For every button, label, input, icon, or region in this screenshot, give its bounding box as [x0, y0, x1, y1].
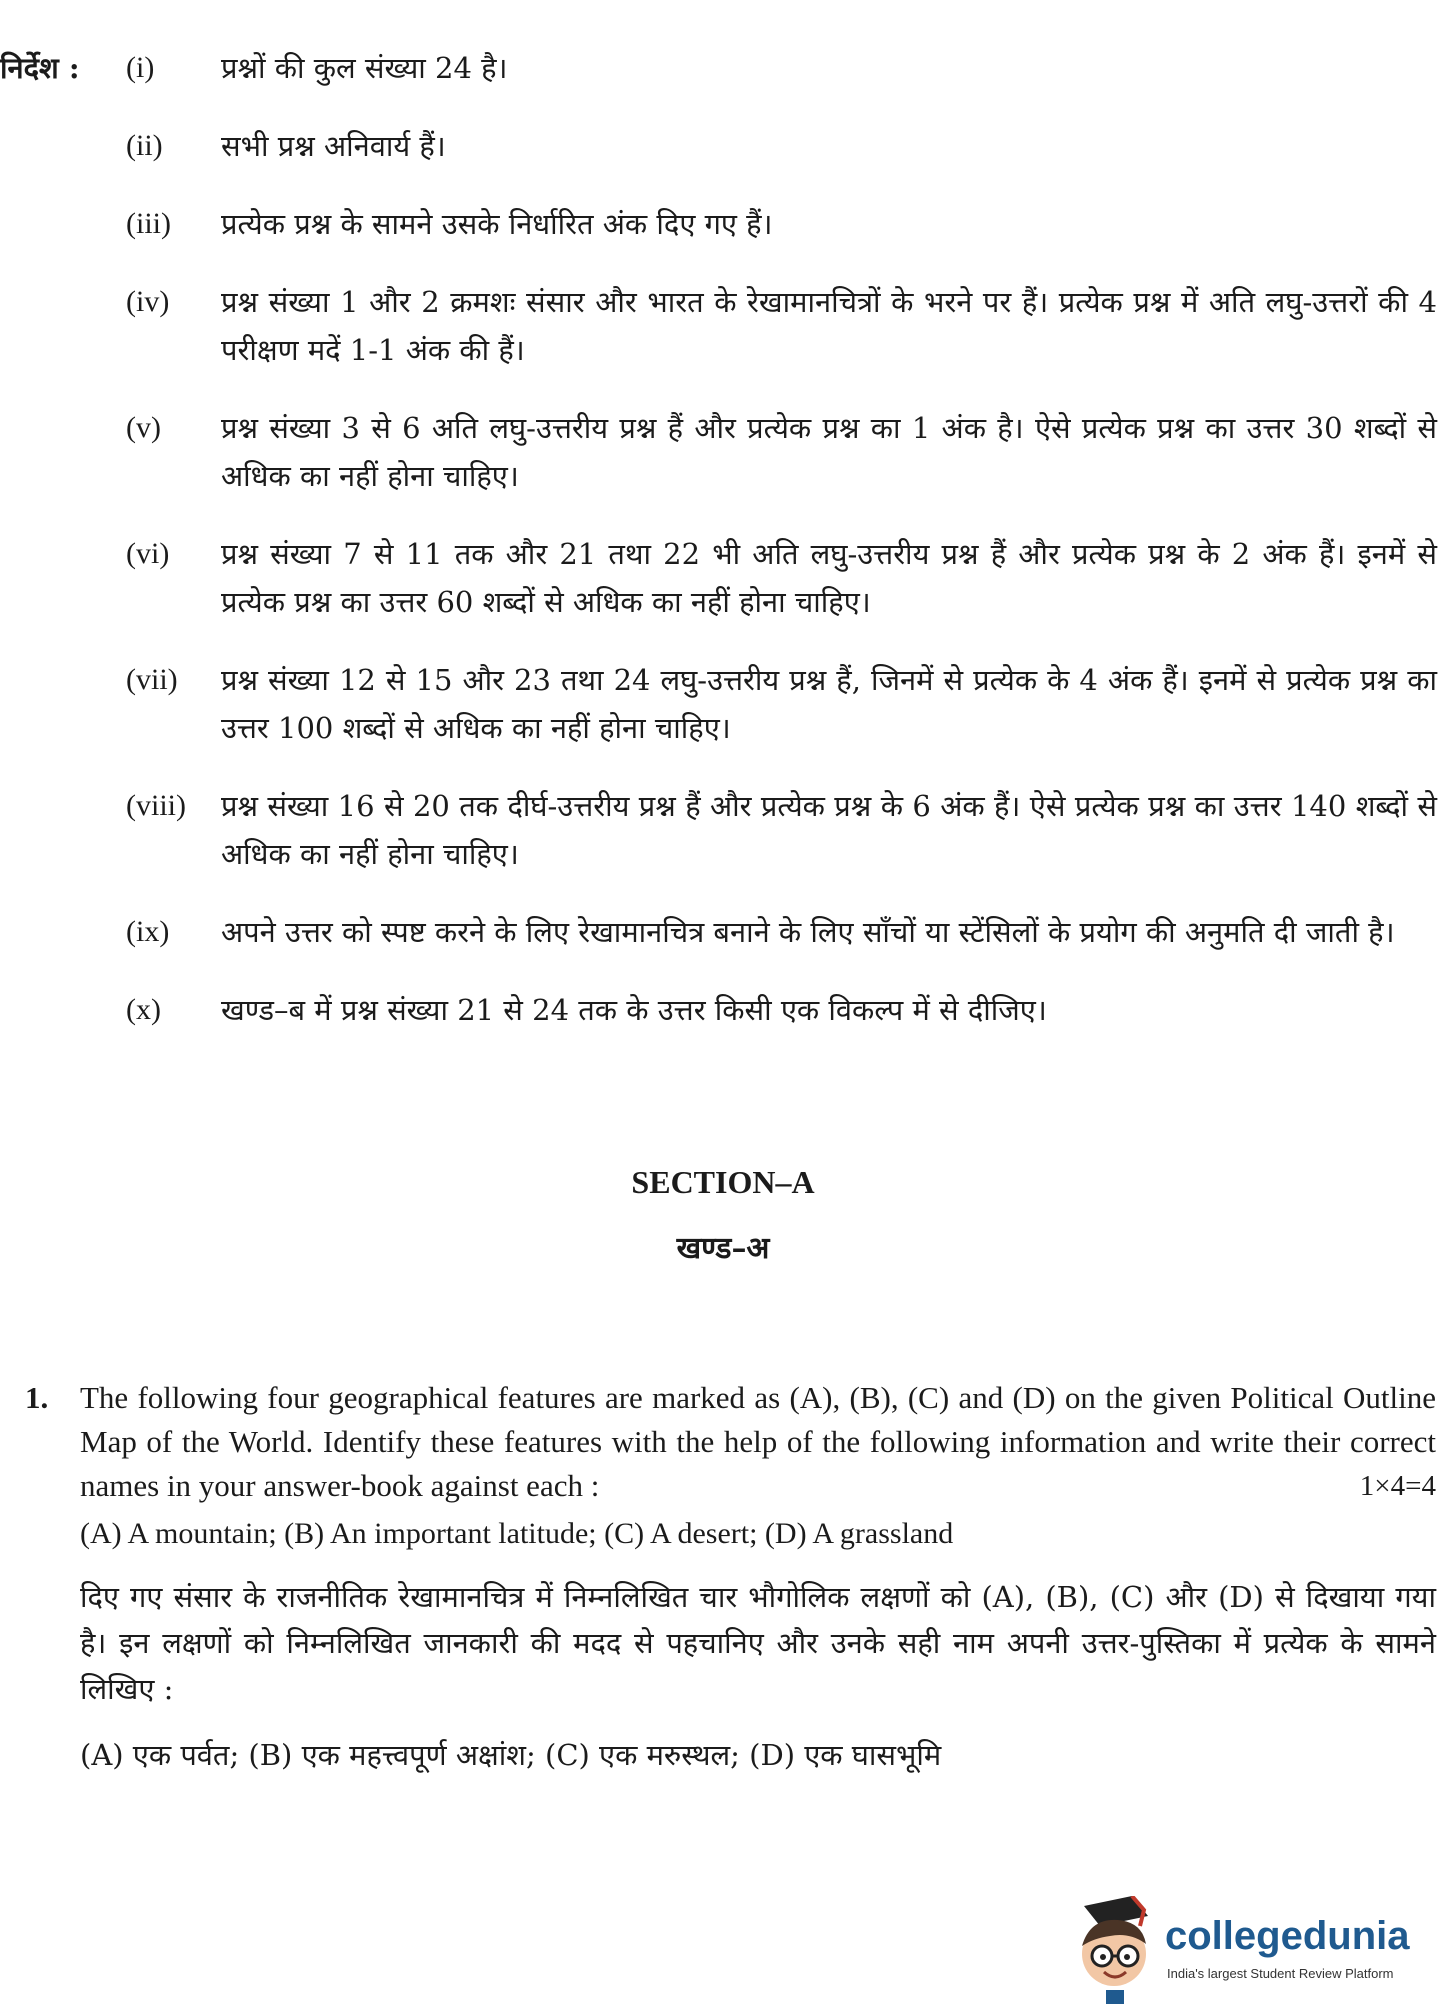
question-text-en [80, 1376, 1436, 1508]
instruction-text: प्रश्न संख्या 16 से 20 तक दीर्घ-उत्तरीय प्रश्न हैं और प्रत्येक प्रश्न के 6 अंक हैं। ऐसे प्रत्येक प्रश्न का उत्तर 140 शब्दों से अधिक का नहीं होना चाहिए। [221, 789, 1437, 871]
instruction-item [0, 44, 1446, 92]
instruction-number: (v) [126, 411, 161, 444]
instruction-text: प्रश्न संख्या 3 से 6 अति लघु-उत्तरीय प्रश्न हैं और प्रत्येक प्रश्न का 1 अंक है। ऐसे प्रत्येक प्रश्न का उत्तर 30 शब्दों से अधिक का नहीं होना चाहिए। [221, 411, 1437, 493]
instruction-item [0, 782, 1446, 878]
instruction-item [0, 908, 1446, 956]
question-number: 1. [25, 1380, 49, 1415]
instruction-item [0, 656, 1446, 752]
instruction-text: प्रश्न संख्या 7 से 11 तक और 21 तथा 22 भी अति लघु-उत्तरीय प्रश्न हैं और प्रत्येक प्रश्न के 2 अंक हैं। इनमें से प्रत्येक प्रश्न का उत्तर 60 शब्दों से अधिक का नहीं होना चाहिए। [221, 537, 1437, 619]
instruction-text: अपने उत्तर को स्पष्ट करने के लिए रेखामानचित्र बनाने के लिए साँचों या स्टेंसिलों के प्रयोग की अनुमति दी जाती है। [221, 915, 1395, 949]
instruction-number: (iii) [126, 207, 171, 240]
question-text-en-body: The following four geographical features are marked as (A), (B), (C) and (D) on the given Political Outline Map of the World. Identify these features with the help of the following information and write their correct names in your answer-book against each : [80, 1380, 1436, 1503]
instructions-label: निर्देश : [0, 51, 80, 85]
question-marks: 1×4=4 [1359, 1470, 1436, 1502]
instruction-number: (iv) [126, 285, 170, 318]
instruction-item [0, 530, 1446, 626]
instruction-text: प्रत्येक प्रश्न के सामने उसके निर्धारित अंक दिए गए हैं। [221, 207, 773, 241]
instruction-number: (x) [126, 993, 161, 1026]
instruction-text: खण्ड–ब में प्रश्न संख्या 21 से 24 तक के उत्तर किसी एक विकल्प में से दीजिए। [221, 993, 1047, 1027]
instruction-text: प्रश्न संख्या 1 और 2 क्रमशः संसार और भारत के रेखामानचित्रों के भरने पर हैं। प्रत्येक प्रश्न में अति लघु-उत्तरों की 4 परीक्षण मदें 1-1 अंक की हैं। [221, 285, 1437, 367]
mascot-icon [1070, 1896, 1160, 2004]
logo-tagline: India's largest Student Review Platform [1167, 1966, 1394, 1981]
instruction-item [0, 404, 1446, 500]
instruction-number: (vii) [126, 663, 178, 696]
instruction-number: (ix) [126, 915, 170, 948]
instruction-item [0, 278, 1446, 374]
question-options-en: (A) A mountain; (B) An important latitude; (C) A desert; (D) A grassland [80, 1517, 954, 1550]
section-title-en: SECTION–A [631, 1164, 815, 1200]
collegedunia-logo [1070, 1896, 1440, 2006]
instruction-number: (i) [126, 51, 155, 84]
instruction-item [0, 986, 1446, 1034]
instruction-item [0, 122, 1446, 170]
section-title-hi: खण्ड–अ [676, 1231, 770, 1266]
question-1 [0, 1376, 1446, 1778]
instruction-text: सभी प्रश्न अनिवार्य हैं। [221, 129, 446, 163]
question-options-hi: (A) एक पर्वत; (B) एक महत्त्वपूर्ण अक्षांश; (C) एक मरुस्थल; (D) एक घासभूमि [80, 1738, 942, 1772]
instruction-number: (vi) [126, 537, 170, 570]
logo-name: collegedunia [1165, 1914, 1410, 1958]
instruction-number: (ii) [126, 129, 163, 162]
instructions-block [0, 44, 1446, 1064]
instruction-text: प्रश्न संख्या 12 से 15 और 23 तथा 24 लघु-उत्तरीय प्रश्न हैं, जिनमें से प्रत्येक के 4 अंक हैं। इनमें से प्रत्येक प्रश्न का उत्तर 100 शब्दों से अधिक का नहीं होना चाहिए। [221, 663, 1437, 745]
instruction-item [0, 200, 1446, 248]
instruction-text: प्रश्नों की कुल संख्या 24 है। [221, 51, 508, 85]
instruction-number: (viii) [126, 789, 186, 822]
question-text-hi: दिए गए संसार के राजनीतिक रेखामानचित्र में निम्नलिखित चार भौगोलिक लक्षणों को (A), (B), (C) और (D) से दिखाया गया है। इन लक्षणों को निम्नलिखित जानकारी की मदद से पहचानिए और उनके सही नाम अपनी उत्तर-पुस्तिका में प्रत्येक के सामने लिखिए : [80, 1580, 1436, 1706]
